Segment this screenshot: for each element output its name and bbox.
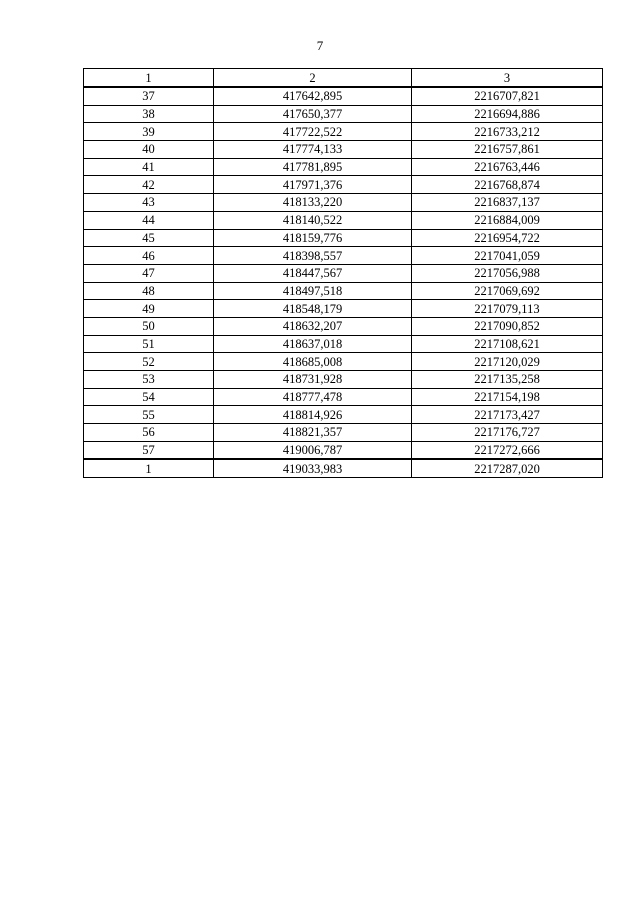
point-number-cell: 47: [84, 264, 214, 282]
point-number-cell: 54: [84, 388, 214, 406]
x-coordinate-cell: 417781,895: [214, 158, 412, 176]
x-coordinate-cell: 418632,207: [214, 317, 412, 335]
x-coordinate-cell: 419006,787: [214, 441, 412, 459]
point-number-cell: 57: [84, 441, 214, 459]
y-coordinate-cell: 2216757,861: [412, 141, 603, 159]
y-coordinate-cell: 2217173,427: [412, 406, 603, 424]
table-row: [84, 123, 603, 141]
table-row: [84, 424, 603, 442]
point-number-cell: 38: [84, 105, 214, 123]
table-row: [84, 105, 603, 123]
x-coordinate-cell: 418731,928: [214, 371, 412, 389]
point-number-cell: 41: [84, 158, 214, 176]
point-number-cell: 50: [84, 317, 214, 335]
coordinates-table-body: [84, 69, 603, 478]
x-coordinate-cell: 418133,220: [214, 194, 412, 212]
x-coordinate-cell: 418140,522: [214, 211, 412, 229]
table-row: [84, 158, 603, 176]
point-number-cell: 39: [84, 123, 214, 141]
y-coordinate-cell: 2217041,059: [412, 247, 603, 265]
table-row: [84, 211, 603, 229]
y-coordinate-cell: 2216954,722: [412, 229, 603, 247]
table-row: [84, 176, 603, 194]
page-number: 7: [316, 38, 324, 53]
y-coordinate-cell: 2217069,692: [412, 282, 603, 300]
x-coordinate-cell: 417971,376: [214, 176, 412, 194]
table-row: [84, 388, 603, 406]
table-header-row: [84, 69, 603, 88]
table-row: [84, 282, 603, 300]
header-cell-2: 2: [214, 69, 412, 88]
table-row: [84, 371, 603, 389]
x-coordinate-cell: 418548,179: [214, 300, 412, 318]
point-number-cell: 42: [84, 176, 214, 194]
y-coordinate-cell: 2217135,258: [412, 371, 603, 389]
y-coordinate-cell: 2216763,446: [412, 158, 603, 176]
x-coordinate-cell: 417650,377: [214, 105, 412, 123]
y-coordinate-cell: 2216707,821: [412, 87, 603, 105]
table-row: [84, 406, 603, 424]
x-coordinate-cell: 418637,018: [214, 335, 412, 353]
x-coordinate-cell: 417774,133: [214, 141, 412, 159]
header-cell-3: 3: [412, 69, 603, 88]
point-number-cell: 46: [84, 247, 214, 265]
x-coordinate-cell: 418398,557: [214, 247, 412, 265]
point-number-cell: 55: [84, 406, 214, 424]
point-number-cell: 45: [84, 229, 214, 247]
point-number-cell: 56: [84, 424, 214, 442]
y-coordinate-cell: 2216837,137: [412, 194, 603, 212]
point-number-cell: 52: [84, 353, 214, 371]
table-row: [84, 264, 603, 282]
y-coordinate-cell: 2216733,212: [412, 123, 603, 141]
table-row: [84, 229, 603, 247]
table-row: [84, 300, 603, 318]
table-row: [84, 141, 603, 159]
header-cell-1: 1: [84, 69, 214, 88]
x-coordinate-cell: 418159,776: [214, 229, 412, 247]
y-coordinate-cell: 2217079,113: [412, 300, 603, 318]
y-coordinate-cell: 2216694,886: [412, 105, 603, 123]
point-number-cell: 48: [84, 282, 214, 300]
x-coordinate-cell: 418447,567: [214, 264, 412, 282]
x-coordinate-cell: 417642,895: [214, 87, 412, 105]
y-coordinate-cell: 2217287,020: [412, 459, 603, 477]
point-number-cell: 49: [84, 300, 214, 318]
x-coordinate-cell: 418497,518: [214, 282, 412, 300]
point-number-cell: 53: [84, 371, 214, 389]
y-coordinate-cell: 2217108,621: [412, 335, 603, 353]
y-coordinate-cell: 2217120,029: [412, 353, 603, 371]
y-coordinate-cell: 2217154,198: [412, 388, 603, 406]
y-coordinate-cell: 2216768,874: [412, 176, 603, 194]
y-coordinate-cell: 2217272,666: [412, 441, 603, 459]
y-coordinate-cell: 2217176,727: [412, 424, 603, 442]
y-coordinate-cell: 2216884,009: [412, 211, 603, 229]
x-coordinate-cell: 418821,357: [214, 424, 412, 442]
point-number-cell: 44: [84, 211, 214, 229]
point-number-cell: 37: [84, 87, 214, 105]
point-number-cell: 51: [84, 335, 214, 353]
point-number-cell: 43: [84, 194, 214, 212]
table-row: [84, 441, 603, 459]
table-row: [84, 247, 603, 265]
x-coordinate-cell: 418685,008: [214, 353, 412, 371]
coordinates-table: [83, 68, 603, 478]
table-row: [84, 194, 603, 212]
table-row: [84, 87, 603, 105]
x-coordinate-cell: 418777,478: [214, 388, 412, 406]
x-coordinate-cell: 418814,926: [214, 406, 412, 424]
x-coordinate-cell: 419033,983: [214, 459, 412, 477]
point-number-cell: 40: [84, 141, 214, 159]
y-coordinate-cell: 2217090,852: [412, 317, 603, 335]
table-row: [84, 335, 603, 353]
point-number-cell: 1: [84, 459, 214, 477]
table-row: [84, 459, 603, 477]
table-row: [84, 353, 603, 371]
x-coordinate-cell: 417722,522: [214, 123, 412, 141]
table-row: [84, 317, 603, 335]
y-coordinate-cell: 2217056,988: [412, 264, 603, 282]
